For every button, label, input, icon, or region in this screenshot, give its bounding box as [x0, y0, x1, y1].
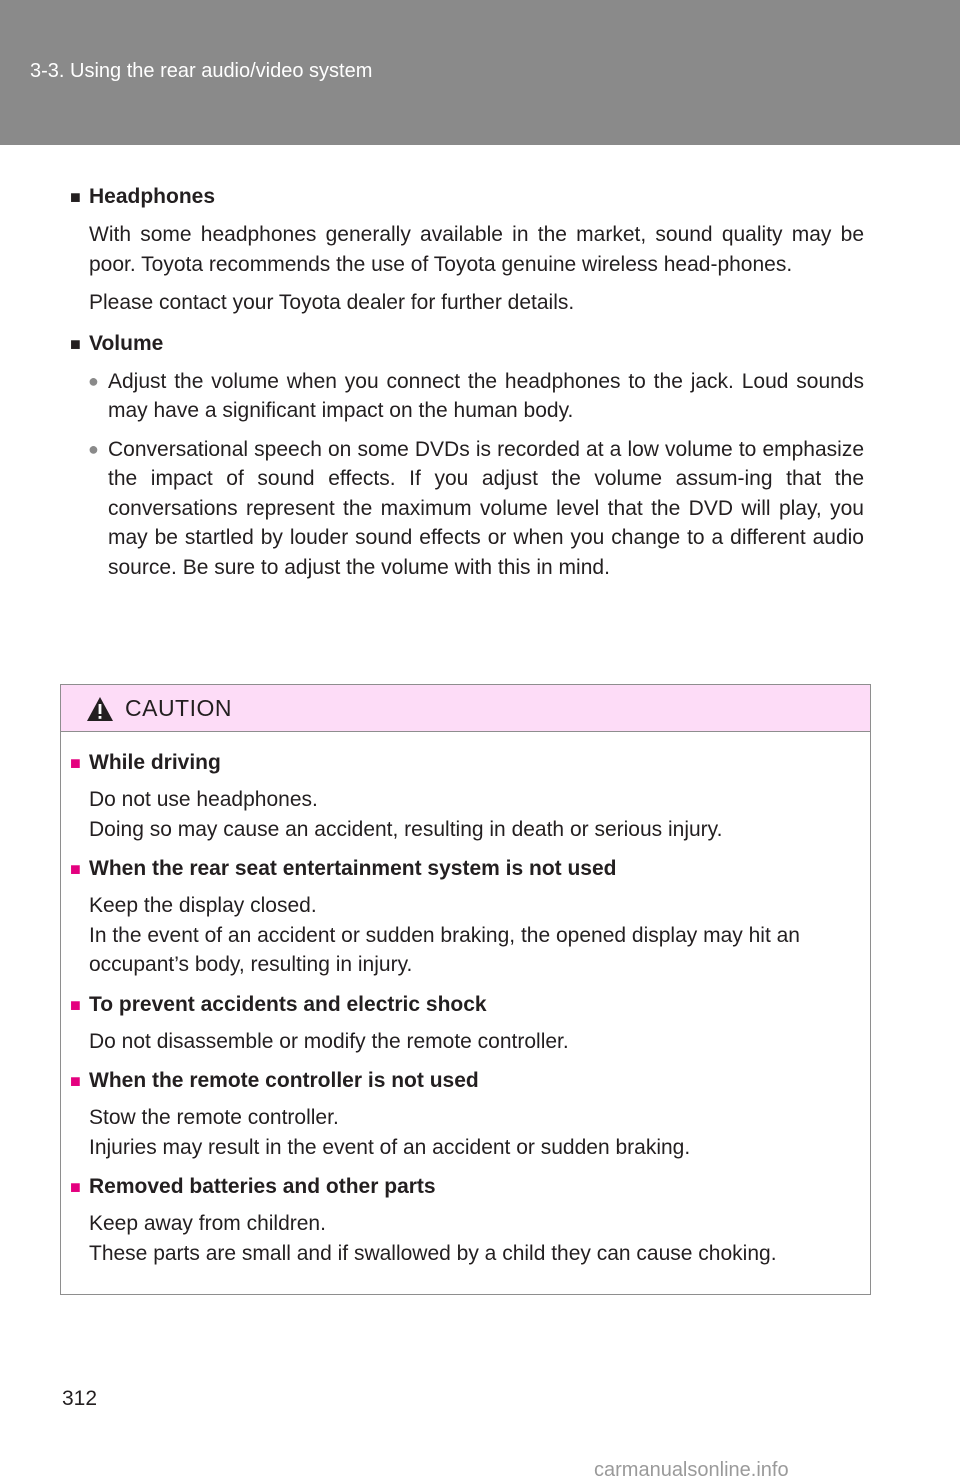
caution-header [61, 685, 870, 732]
square-bullet-icon: ■ [70, 333, 81, 354]
headphones-paragraph: Please contact your Toyota dealer for further details. [89, 291, 575, 314]
caution-heading: ■ When the remote controller is not used [70, 1067, 865, 1095]
caution-heading: ■ While driving [70, 749, 865, 777]
page-number: 312 [62, 1387, 98, 1410]
caution-text: Stow the remote controller. Injuries may result in the event of an accident or sudden braking. [89, 1106, 691, 1159]
warning-triangle-icon [86, 696, 114, 722]
page-header [0, 0, 960, 145]
section-title: 3-3. Using the rear audio/video system [30, 60, 373, 82]
main-content [70, 183, 864, 582]
volume-bullet: ● Conversational speech on some DVDs is recorded at a low volume to emphasize the impact of sound effects. If you adjust the volume assum-ing that the conversations represent the maximum volume level that the DVD will play, you may be startled by louder sound effects or when you change to a different audio source. Be sure to adjust the volume with this in mind. [70, 435, 864, 583]
caution-text: Do not disassemble or modify the remote controller. [89, 1029, 569, 1053]
headphones-heading: ■ Headphones [70, 183, 864, 211]
caution-box [60, 684, 871, 1295]
caution-body [70, 749, 865, 1268]
headphones-paragraph: With some headphones generally available in the market, sound quality may be poor. Toyota recommends the use of Toyota genuine wireless head-phones. [89, 223, 864, 276]
square-bullet-icon: ■ [70, 753, 81, 773]
circle-bullet-icon: ● [88, 370, 99, 391]
circle-bullet-icon: ● [88, 438, 99, 459]
volume-heading: ■ Volume [70, 330, 864, 358]
caution-heading: ■ When the rear seat entertainment system is not used [70, 855, 865, 883]
caution-text: Do not use headphones. Doing so may cause an accident, resulting in death or serious injury. [89, 788, 723, 841]
caution-text: Keep away from children. These parts are small and if swallowed by a child they can cause choking. [89, 1212, 777, 1265]
caution-text: Keep the display closed. In the event of an accident or sudden braking, the opened display may hit an occupant’s body, resulting in injury. [89, 894, 800, 976]
caution-heading: ■ Removed batteries and other parts [70, 1173, 865, 1201]
square-bullet-icon: ■ [70, 859, 81, 879]
square-bullet-icon: ■ [70, 1071, 81, 1091]
caution-heading: ■ To prevent accidents and electric shock [70, 991, 865, 1019]
volume-bullet: ● Adjust the volume when you connect the headphones to the jack. Loud sounds may have a significant impact on the human body. [70, 367, 864, 426]
square-bullet-icon: ■ [70, 187, 81, 207]
caution-title: CAUTION [125, 695, 232, 721]
square-bullet-icon: ■ [70, 994, 81, 1015]
watermark: carmanualsonline.info [594, 1459, 789, 1481]
square-bullet-icon: ■ [70, 1177, 81, 1197]
